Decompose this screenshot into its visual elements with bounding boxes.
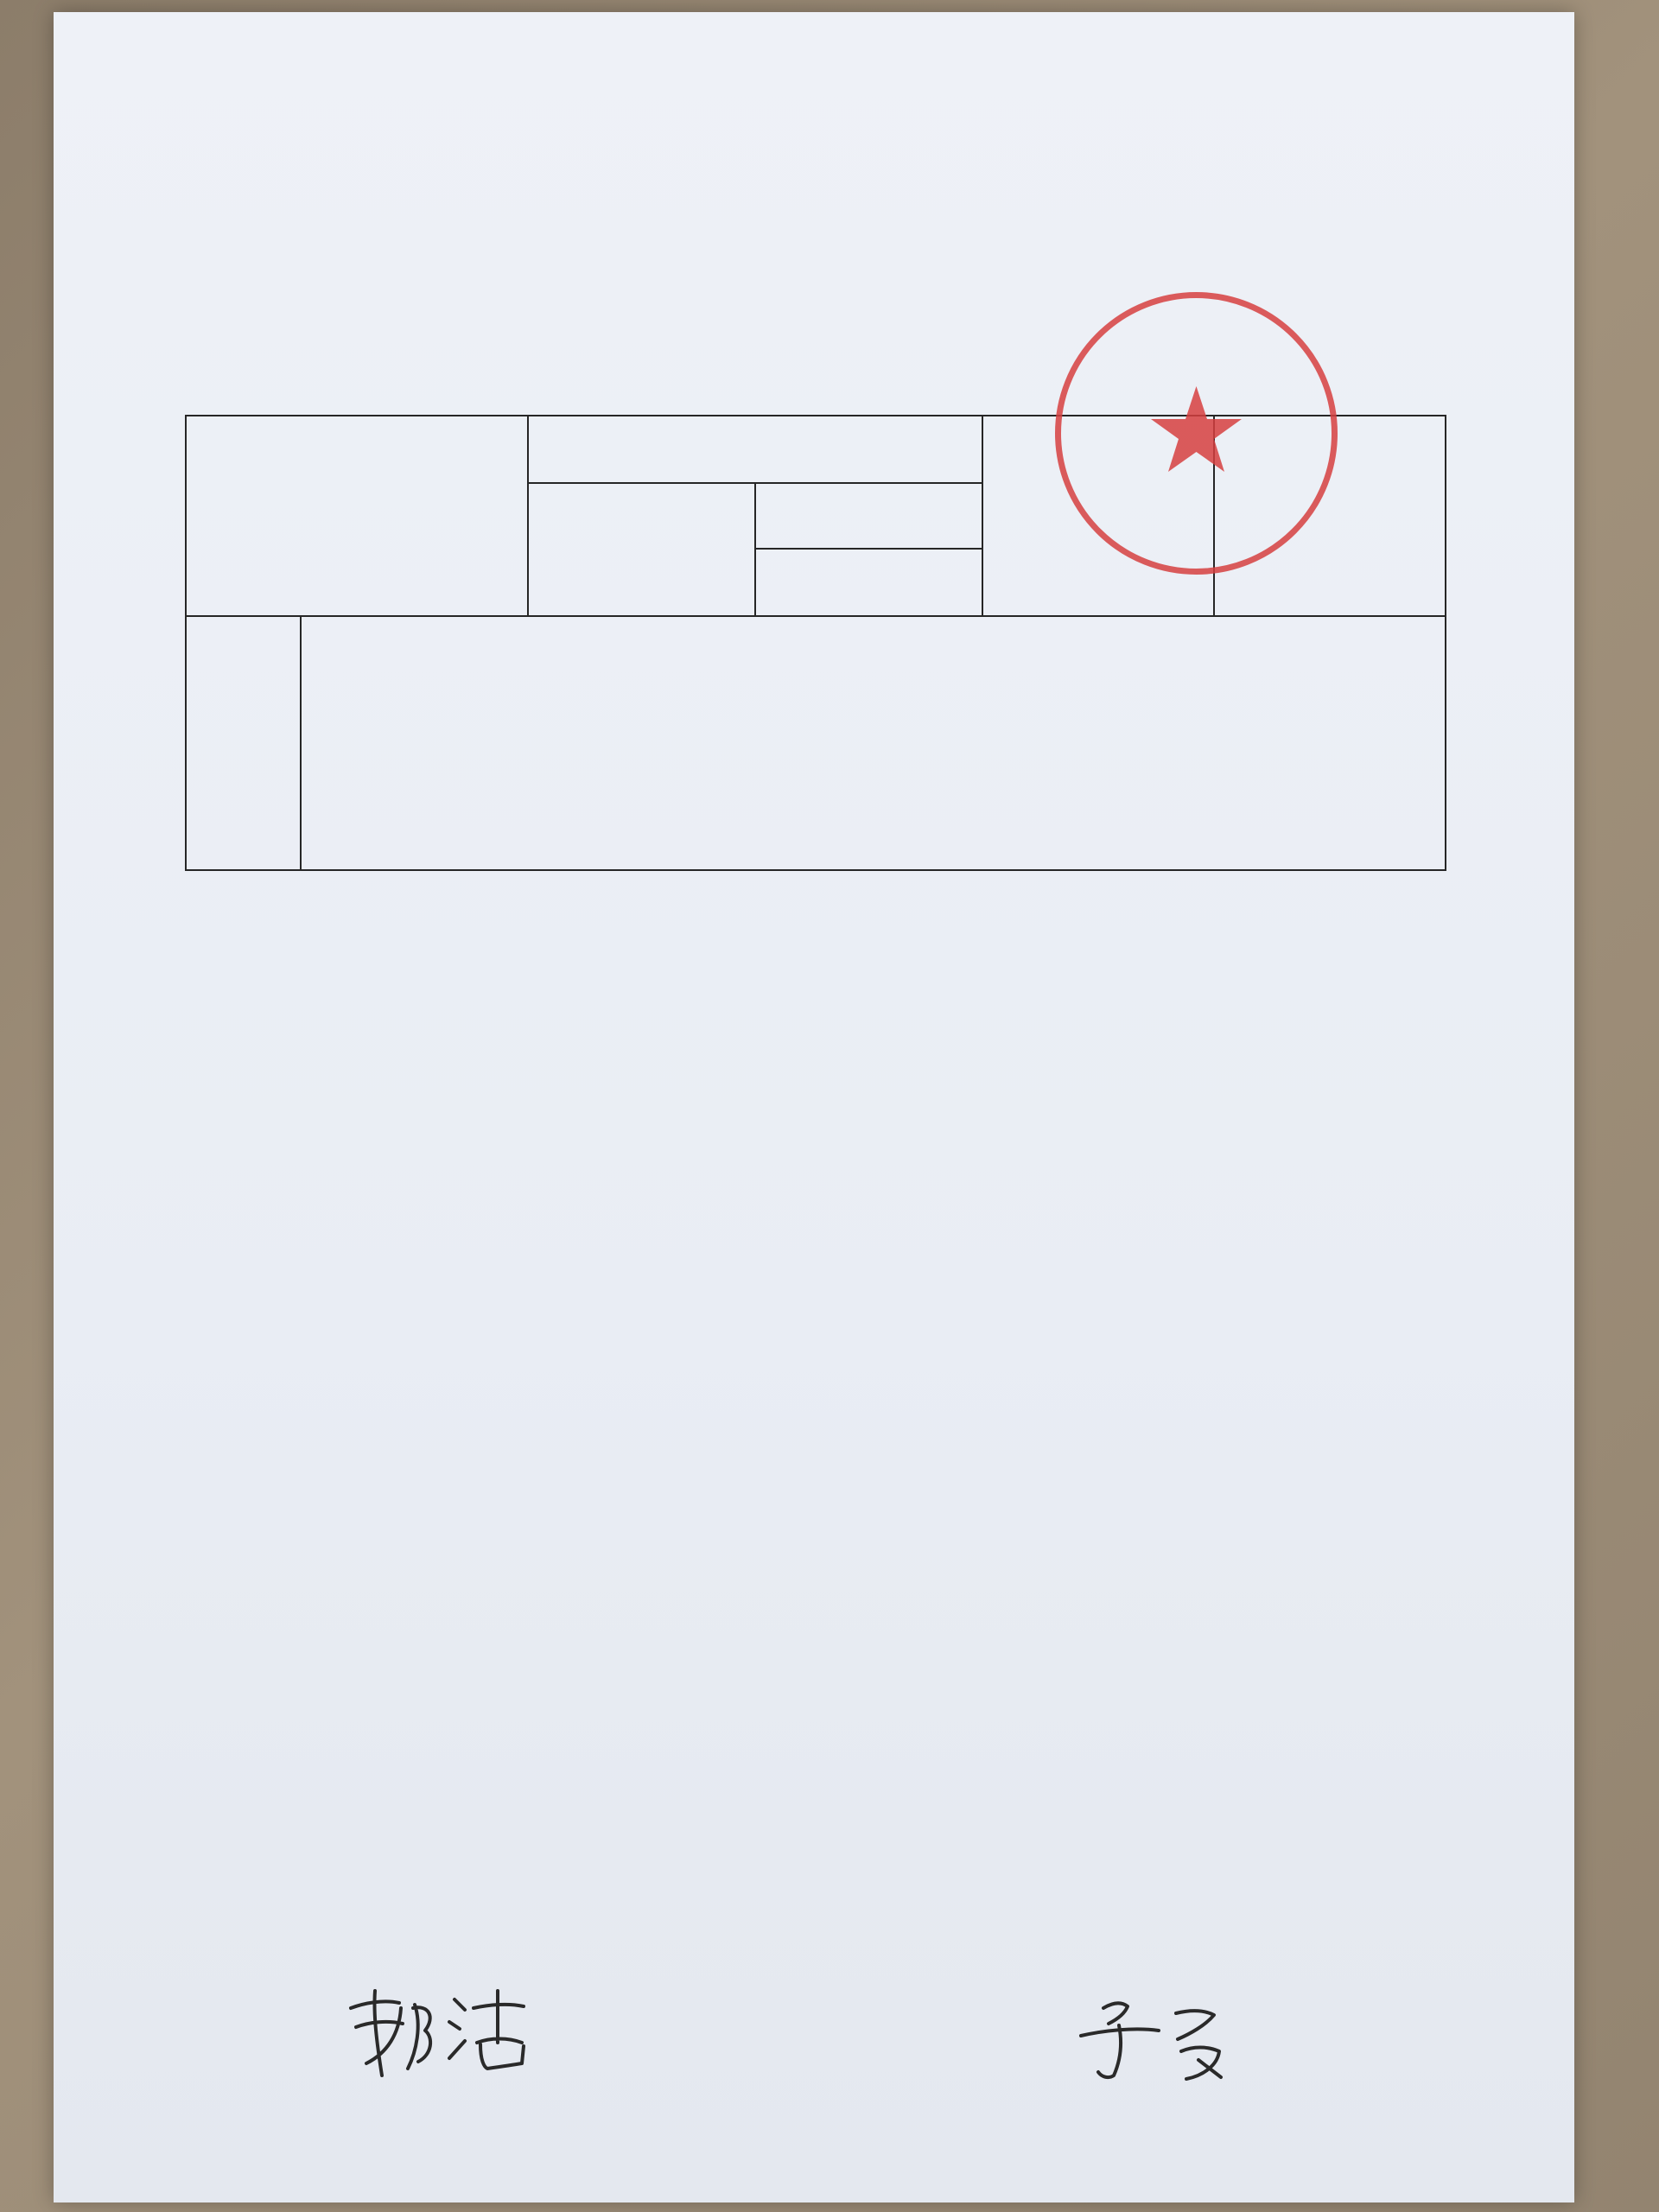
header-result [982, 416, 1214, 616]
header-standard-code [755, 549, 982, 616]
header-limit [755, 483, 982, 549]
reviewer-signature [1052, 1982, 1250, 2094]
inspector-signature [339, 1974, 537, 2086]
report-paper [54, 12, 1574, 2202]
table-header-row [186, 416, 1446, 483]
note-content [301, 616, 1446, 870]
note-label [186, 616, 301, 870]
note-row [186, 616, 1446, 870]
test-results-table [185, 415, 1446, 871]
header-standard [528, 416, 982, 483]
header-unit [528, 483, 755, 616]
header-remark [1214, 416, 1446, 616]
header-item [186, 416, 528, 616]
